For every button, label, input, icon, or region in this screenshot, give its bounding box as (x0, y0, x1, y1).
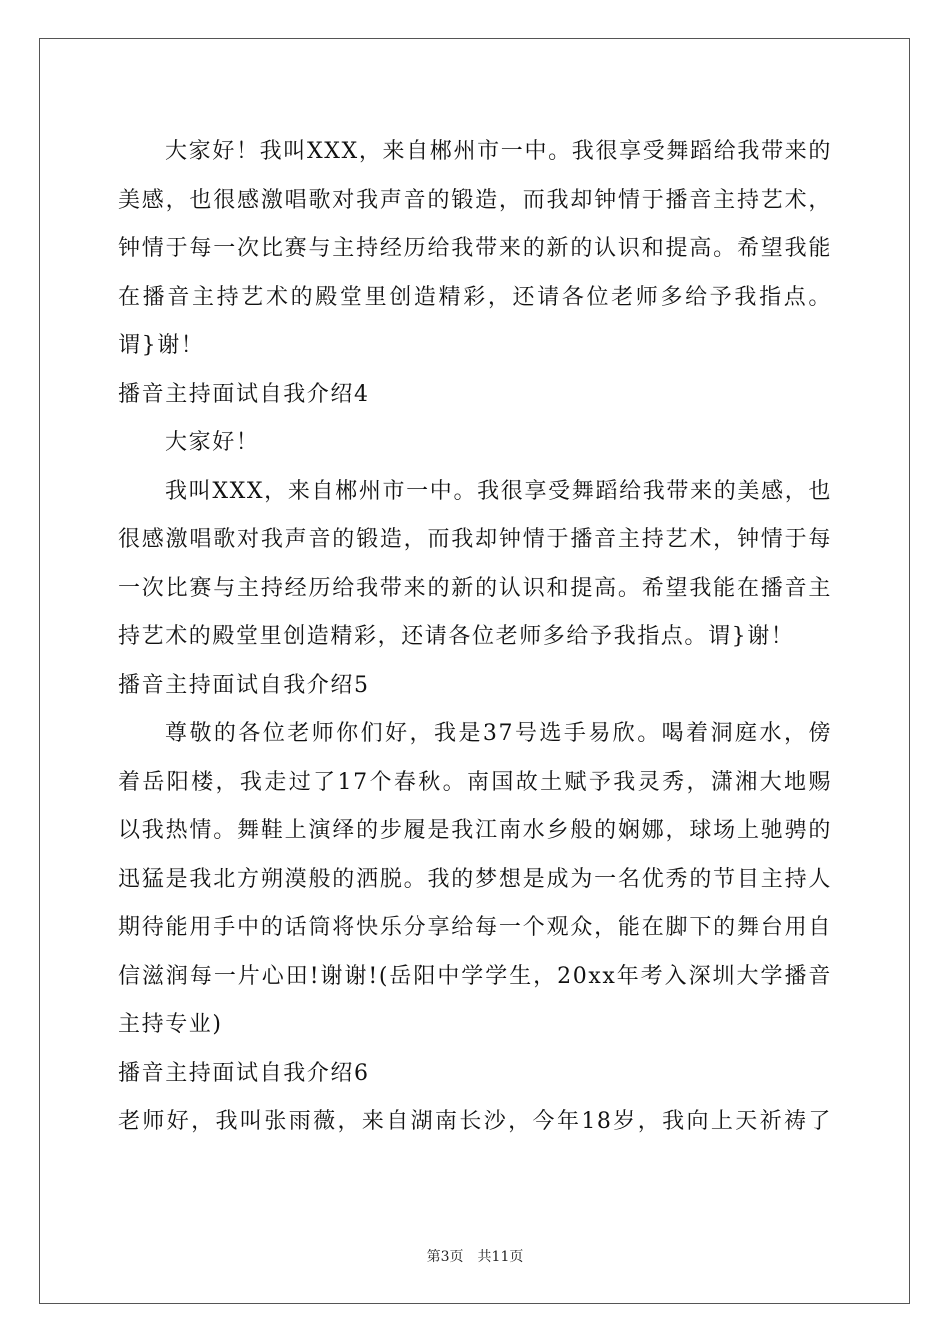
page-number: 第3页 (426, 1249, 464, 1265)
paragraph-line: 很感激唱歌对我声音的锻造，而我却钟情于播音主持艺术，钟情于每 (118, 527, 832, 552)
paragraph-line: 美感，也很感激唱歌对我声音的锻造，而我却钟情于播音主持艺术， (118, 187, 832, 213)
paragraph-line: 主持专业) (118, 1012, 223, 1037)
paragraph-line: 大家好！我叫XXX，来自郴州市一中。我很享受舞蹈给我带来的 (165, 139, 832, 164)
section-heading: 播音主持面试自我介绍5 (118, 672, 370, 698)
paragraph-line: 我叫XXX，来自郴州市一中。我很享受舞蹈给我带来的美感，也 (165, 478, 832, 504)
page-footer (0, 1246, 950, 1266)
paragraph-line: 大家好！ (165, 430, 260, 455)
paragraph-line: 着岳阳楼，我走过了17个春秋。南国故土赋予我灵秀，潇湘大地赐 (118, 769, 832, 795)
paragraph-line: 钟情于每一次比赛与主持经历给我带来的新的认识和提高。希望我能 (118, 236, 832, 261)
section-heading: 播音主持面试自我介绍4 (118, 381, 370, 407)
paragraph-line: 在播音主持艺术的殿堂里创造精彩，还请各位老师多给予我指点。 (118, 284, 832, 310)
paragraph-line: 期待能用手中的话筒将快乐分享给每一个观众，能在脚下的舞台用自 (118, 915, 832, 940)
paragraph-line: 尊敬的各位老师你们好，我是37号选手易欣。喝着洞庭水，傍 (165, 721, 832, 746)
paragraph-line: 以我热情。舞鞋上演绎的步履是我江南水乡般的娴娜，球场上驰骋的 (118, 818, 832, 843)
paragraph-line: 谓}谢！ (118, 333, 205, 358)
document-body (118, 128, 832, 1147)
page-total: 共11页 (477, 1249, 524, 1265)
paragraph-line: 信滋润每一片心田!谢谢!(岳阳中学学生，20xx年考入深圳大学播音 (118, 963, 832, 989)
section-heading: 播音主持面试自我介绍6 (118, 1060, 370, 1086)
paragraph-line: 持艺术的殿堂里创造精彩，还请各位老师多给予我指点。谓}谢！ (118, 624, 795, 649)
paragraph-line: 老师好，我叫张雨薇，来自湖南长沙，今年18岁，我向上天祈祷了 (118, 1109, 832, 1134)
paragraph-line: 一次比赛与主持经历给我带来的新的认识和提高。希望我能在播音主 (118, 575, 832, 601)
paragraph-line: 迅猛是我北方朔漠般的洒脱。我的梦想是成为一名优秀的节目主持人 (118, 866, 832, 892)
